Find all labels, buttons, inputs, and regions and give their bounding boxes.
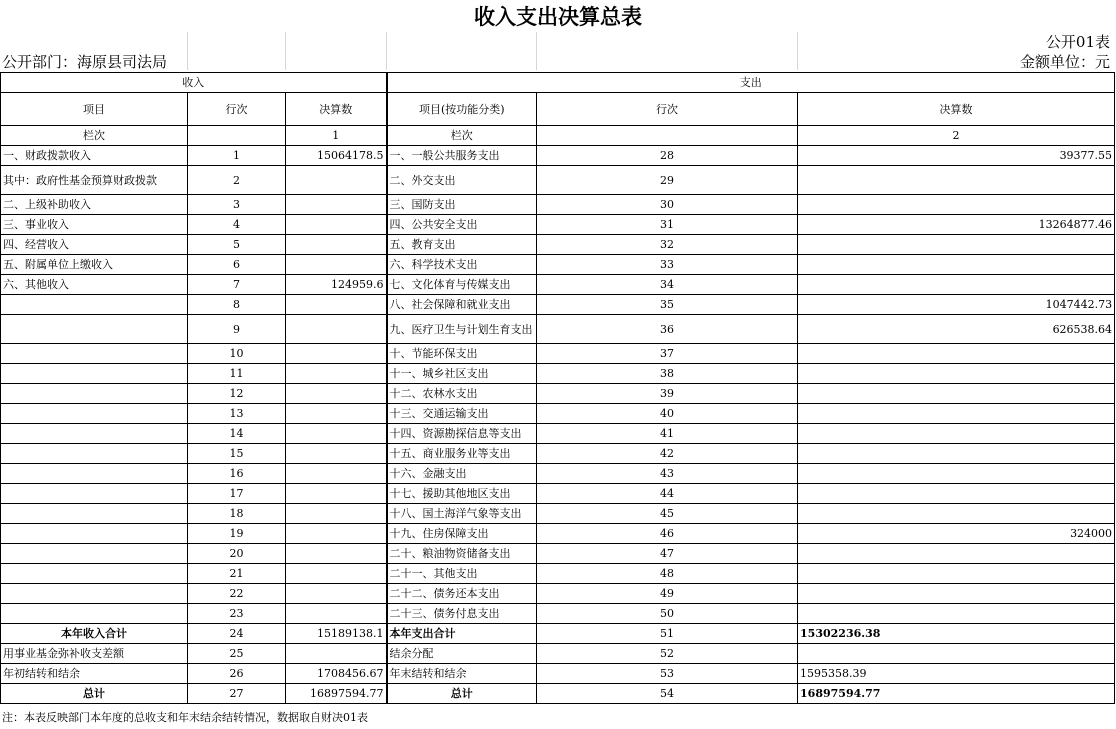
income-amount-cell[interactable] [286,195,387,215]
income-item-cell[interactable] [1,315,188,344]
unit-label: 金额单位：元 [1019,53,1110,71]
table-row [1,275,1115,295]
expense-amount-cell[interactable] [798,404,1115,424]
expense-amount-cell[interactable] [798,504,1115,524]
form-code: 公开01表 [1045,33,1110,51]
expense-item-cell[interactable]: 十六、金融支出 [387,464,537,484]
table-row [1,146,1115,166]
expense-amount-cell[interactable] [798,464,1115,484]
income-line-cell[interactable]: 18 [188,504,286,524]
table-row [1,384,1115,404]
expense-item-cell[interactable]: 十七、援助其他地区支出 [387,484,537,504]
expense-item-cell[interactable]: 三、国防支出 [387,195,537,215]
expense-amount-cell[interactable] [798,604,1115,624]
income-item-cell[interactable]: 六、其他收入 [1,275,188,295]
gridline [386,32,387,70]
summary-income-item[interactable]: 用事业基金弥补收支差额 [1,644,188,664]
expense-line-cell[interactable]: 47 [537,544,798,564]
expense-item-cell[interactable]: 一、一般公共服务支出 [387,146,537,166]
income-line-cell[interactable]: 3 [188,195,286,215]
expense-line-cell[interactable]: 49 [537,584,798,604]
column-header-row [1,93,1115,126]
expense-item-cell[interactable]: 六、科学技术支出 [387,255,537,275]
table-row [1,344,1115,364]
summary-row [1,684,1115,704]
page-title: 收入支出决算总表 [474,5,642,29]
expense-amount-cell[interactable]: 626538.64 [798,315,1115,344]
income-amount-cell[interactable] [286,604,387,624]
summary-expense-item[interactable]: 年末结转和结余 [387,664,537,684]
expense-amount-cell[interactable]: 39377.55 [798,146,1115,166]
income-amount-cell[interactable] [286,424,387,444]
expense-item-cell[interactable]: 十一、城乡社区支出 [387,364,537,384]
income-line-cell[interactable]: 9 [188,315,286,344]
income-amount-cell[interactable] [286,404,387,424]
lanci-label[interactable]: 栏次 [1,126,188,146]
table-row [1,544,1115,564]
summary-income-amount[interactable] [286,644,387,664]
income-line-cell[interactable]: 6 [188,255,286,275]
expense-line-cell[interactable]: 30 [537,195,798,215]
income-line-cell[interactable]: 19 [188,524,286,544]
summary-expense-line[interactable]: 53 [537,664,798,684]
expense-amount-cell[interactable] [798,275,1115,295]
expense-item-cell[interactable]: 十三、交通运输支出 [387,404,537,424]
col-item[interactable]: 项目 [1,93,188,126]
income-header[interactable]: 收入 [1,73,387,93]
income-line-cell[interactable]: 15 [188,444,286,464]
expense-item-cell[interactable]: 二十二、债务还本支出 [387,584,537,604]
expense-item-cell[interactable]: 七、文化体育与传媒支出 [387,275,537,295]
expense-amount-cell[interactable]: 324000 [798,524,1115,544]
income-item-cell[interactable]: 五、附属单位上缴收入 [1,255,188,275]
expense-item-cell[interactable]: 二、外交支出 [387,166,537,195]
expense-amount-cell[interactable]: 1047442.73 [798,295,1115,315]
income-line-cell[interactable]: 14 [188,424,286,444]
income-amount-cell[interactable] [286,444,387,464]
table-row [1,484,1115,504]
lanci-row [1,126,1115,146]
table-row [1,424,1115,444]
summary-expense-line[interactable]: 51 [537,624,798,644]
income-item-cell[interactable] [1,584,188,604]
expense-item-cell[interactable]: 十、节能环保支出 [387,344,537,364]
income-item-cell[interactable]: 一、财政拨款收入 [1,146,188,166]
table-row [1,255,1115,275]
expense-item-cell[interactable]: 四、公共安全支出 [387,215,537,235]
expense-line-cell[interactable]: 29 [537,166,798,195]
table-row [1,564,1115,584]
expense-line-cell[interactable]: 33 [537,255,798,275]
expense-amount-cell[interactable] [798,444,1115,464]
section-header-row [1,73,1115,93]
summary-expense-item[interactable]: 本年支出合计 [387,624,537,644]
expense-item-cell[interactable]: 二十一、其他支出 [387,564,537,584]
summary-income-line[interactable]: 24 [188,624,286,644]
expense-item-cell[interactable]: 九、医疗卫生与计划生育支出 [387,315,537,344]
expense-line-cell[interactable]: 35 [537,295,798,315]
income-line-cell[interactable]: 1 [188,146,286,166]
income-amount-cell[interactable] [286,504,387,524]
expense-amount-cell[interactable] [798,544,1115,564]
department-label: 公开部门：海原县司法局 [2,53,168,71]
expense-line-cell[interactable]: 46 [537,524,798,544]
expense-line-cell[interactable]: 38 [537,364,798,384]
summary-expense-amount[interactable] [798,644,1115,664]
income-amount-cell[interactable] [286,315,387,344]
expense-amount-cell[interactable] [798,584,1115,604]
lanci-num2[interactable]: 2 [798,126,1115,146]
expense-line-cell[interactable]: 31 [537,215,798,235]
income-item-cell[interactable] [1,544,188,564]
summary-income-amount[interactable]: 16897594.77 [286,684,387,704]
income-item-cell[interactable] [1,404,188,424]
summary-income-item[interactable]: 本年收入合计 [1,624,188,644]
summary-expense-line[interactable]: 54 [537,684,798,704]
income-amount-cell[interactable] [286,384,387,404]
income-line-cell[interactable]: 13 [188,404,286,424]
income-item-cell[interactable] [1,604,188,624]
summary-income-line[interactable]: 26 [188,664,286,684]
gridline [187,32,188,70]
summary-income-line[interactable]: 25 [188,644,286,664]
table-row [1,444,1115,464]
expense-item-cell[interactable]: 十五、商业服务业等支出 [387,444,537,464]
income-item-cell[interactable] [1,484,188,504]
income-amount-cell[interactable] [286,524,387,544]
table-row [1,604,1115,624]
income-amount-cell[interactable] [286,544,387,564]
col-amount2[interactable]: 决算数 [798,93,1115,126]
summary-income-amount[interactable]: 15189138.1 [286,624,387,644]
expense-line-cell[interactable]: 28 [537,146,798,166]
summary-expense-item[interactable]: 结余分配 [387,644,537,664]
table-row [1,504,1115,524]
table-row [1,215,1115,235]
income-item-cell[interactable] [1,424,188,444]
summary-income-item[interactable]: 总计 [1,684,188,704]
table-row [1,235,1115,255]
expense-amount-cell[interactable] [798,195,1115,215]
income-item-cell[interactable] [1,295,188,315]
summary-expense-amount[interactable]: 1595358.39 [798,664,1115,684]
expense-line-cell[interactable]: 32 [537,235,798,255]
summary-expense-amount[interactable]: 16897594.77 [798,684,1115,704]
summary-expense-line[interactable]: 52 [537,644,798,664]
income-line-cell[interactable]: 20 [188,544,286,564]
income-item-cell[interactable] [1,504,188,524]
gridline [285,32,286,70]
table-row [1,404,1115,424]
income-amount-cell[interactable] [286,166,387,195]
expense-amount-cell[interactable] [798,564,1115,584]
income-amount-cell[interactable] [286,255,387,275]
table-row [1,295,1115,315]
expense-line-cell[interactable]: 37 [537,344,798,364]
expense-line-cell[interactable]: 44 [537,484,798,504]
expense-line-cell[interactable]: 42 [537,444,798,464]
table-row [1,166,1115,195]
income-line-cell[interactable]: 7 [188,275,286,295]
income-amount-cell[interactable] [286,215,387,235]
footnote: 注：本表反映部门本年度的总收支和年末结余结转情况，数据取自财决01表 [2,711,368,724]
income-item-cell[interactable]: 二、上级补助收入 [1,195,188,215]
income-amount-cell[interactable]: 15064178.5 [286,146,387,166]
income-item-cell[interactable] [1,464,188,484]
income-item-cell[interactable]: 三、事业收入 [1,215,188,235]
summary-expense-item[interactable]: 总计 [387,684,537,704]
income-item-cell[interactable] [1,564,188,584]
income-amount-cell[interactable] [286,564,387,584]
gridline [797,32,798,70]
expense-item-cell[interactable]: 十四、资源勘探信息等支出 [387,424,537,444]
income-item-cell[interactable]: 四、经营收入 [1,235,188,255]
income-line-cell[interactable]: 4 [188,215,286,235]
expense-line-cell[interactable]: 50 [537,604,798,624]
income-item-cell[interactable] [1,364,188,384]
summary-income-amount[interactable]: 1708456.67 [286,664,387,684]
expense-line-cell[interactable]: 36 [537,315,798,344]
gridline [536,32,537,70]
table-row [1,464,1115,484]
expense-amount-cell[interactable] [798,235,1115,255]
col-line[interactable]: 行次 [188,93,286,126]
expense-item-cell[interactable]: 二十三、债务付息支出 [387,604,537,624]
expense-line-cell[interactable]: 41 [537,424,798,444]
expense-amount-cell[interactable] [798,344,1115,364]
table-row [1,584,1115,604]
income-item-cell[interactable]: 其中：政府性基金预算财政拨款 [1,166,188,195]
income-line-cell[interactable]: 2 [188,166,286,195]
expense-item-cell[interactable]: 十二、农林水支出 [387,384,537,404]
income-amount-cell[interactable] [286,364,387,384]
expense-line-cell[interactable]: 45 [537,504,798,524]
cell[interactable] [537,126,798,146]
table-row [1,195,1115,215]
expense-amount-cell[interactable]: 13264877.46 [798,215,1115,235]
summary-table [0,72,1115,704]
summary-row [1,664,1115,684]
expense-line-cell[interactable]: 43 [537,464,798,484]
expense-item-cell[interactable]: 八、社会保障和就业支出 [387,295,537,315]
expense-amount-cell[interactable] [798,484,1115,504]
income-amount-cell[interactable] [286,464,387,484]
expense-item-cell[interactable]: 二十、粮油物资储备支出 [387,544,537,564]
expense-line-cell[interactable]: 39 [537,384,798,404]
income-line-cell[interactable]: 17 [188,484,286,504]
expense-header[interactable]: 支出 [387,73,1115,93]
income-amount-cell[interactable] [286,484,387,504]
expense-line-cell[interactable]: 48 [537,564,798,584]
income-line-cell[interactable]: 10 [188,344,286,364]
income-item-cell[interactable] [1,444,188,464]
income-line-cell[interactable]: 5 [188,235,286,255]
income-amount-cell[interactable]: 124959.6 [286,275,387,295]
cell[interactable] [188,126,286,146]
expense-amount-cell[interactable] [798,424,1115,444]
income-amount-cell[interactable] [286,344,387,364]
income-item-cell[interactable] [1,384,188,404]
expense-amount-cell[interactable] [798,364,1115,384]
income-line-cell[interactable]: 16 [188,464,286,484]
table-row [1,364,1115,384]
expense-item-cell[interactable]: 十九、住房保障支出 [387,524,537,544]
expense-line-cell[interactable]: 40 [537,404,798,424]
income-item-cell[interactable] [1,344,188,364]
income-line-cell[interactable]: 23 [188,604,286,624]
expense-amount-cell[interactable] [798,384,1115,404]
expense-item-cell[interactable]: 十八、国土海洋气象等支出 [387,504,537,524]
income-line-cell[interactable]: 11 [188,364,286,384]
income-amount-cell[interactable] [286,295,387,315]
expense-line-cell[interactable]: 34 [537,275,798,295]
lanci-num1[interactable]: 1 [286,126,387,146]
summary-income-line[interactable]: 27 [188,684,286,704]
income-amount-cell[interactable] [286,584,387,604]
income-amount-cell[interactable] [286,235,387,255]
summary-income-item[interactable]: 年初结转和结余 [1,664,188,684]
col-item-func[interactable]: 项目(按功能分类) [387,93,537,126]
income-line-cell[interactable]: 22 [188,584,286,604]
income-item-cell[interactable] [1,524,188,544]
summary-row [1,644,1115,664]
summary-expense-amount[interactable]: 15302236.38 [798,624,1115,644]
expense-item-cell[interactable]: 五、教育支出 [387,235,537,255]
income-line-cell[interactable]: 12 [188,384,286,404]
expense-amount-cell[interactable] [798,166,1115,195]
table-row [1,524,1115,544]
col-line2[interactable]: 行次 [537,93,798,126]
income-line-cell[interactable]: 21 [188,564,286,584]
col-amount[interactable]: 决算数 [286,93,387,126]
income-line-cell[interactable]: 8 [188,295,286,315]
summary-row [1,624,1115,644]
table-row [1,315,1115,344]
expense-amount-cell[interactable] [798,255,1115,275]
lanci-label2[interactable]: 栏次 [387,126,537,146]
